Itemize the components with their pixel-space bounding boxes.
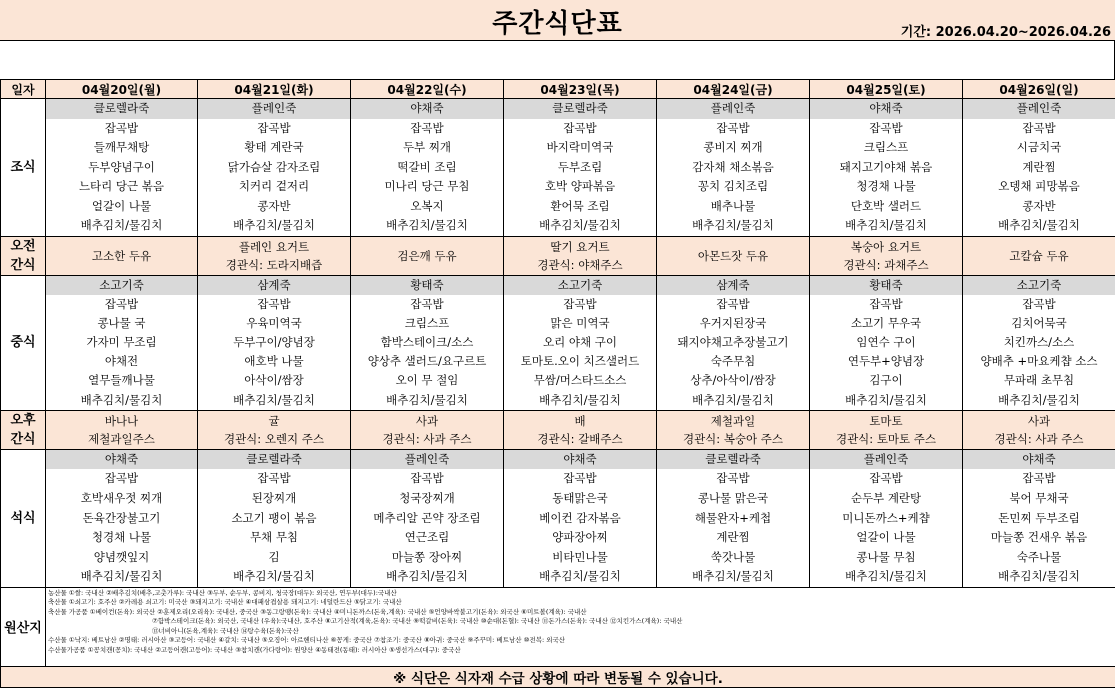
menu-item: 콩나물 국 [97, 315, 146, 330]
day-header: 04월24일(금) [657, 80, 810, 99]
menu-item: 베이컨 감자볶음 [539, 510, 621, 525]
snack-label-line: 오후 [10, 412, 36, 428]
porridge-item: 클로렐라죽 [198, 450, 350, 470]
snack-item: 경관식: 오렌지 주스 [223, 431, 325, 446]
snack-item: 경관식: 도라지배즙 [225, 257, 323, 272]
period-label: 기간: 2026.04.20~2026.04.26 [900, 25, 1111, 40]
snack-item: 사과 [1027, 413, 1051, 428]
breakfast-cell [46, 99, 198, 237]
dinner-cell [963, 449, 1115, 587]
origin-line: 농산물 ①쌀: 국내산 ②배추김치(배추,고춧가루): 국내산 ③두부, 순두부, 콩비지, 청국장(대두): 외국산, 연두부(대두):국내산 [48, 588, 397, 597]
porridge-item: 플레인죽 [657, 99, 809, 119]
menu-item: 배추김치/물김치 [386, 392, 468, 407]
snack-item: 경관식: 사과 주스 [382, 431, 472, 446]
dinner-cell [810, 449, 963, 587]
menu-item: 순두부 계란탕 [850, 491, 922, 505]
menu-item: 쑥갓나물 [710, 549, 756, 564]
menu-item: 배추김치/물김치 [233, 392, 315, 407]
menu-item: 배추김치/물김치 [692, 569, 774, 584]
menu-item: 두부구이/양념장 [233, 335, 315, 350]
day-header: 04월21일(화) [198, 80, 351, 99]
menu-item: 콩자반 [1022, 198, 1056, 213]
snack-item: 아몬드잣 두유 [697, 248, 769, 263]
menu-item: 잡곡밥 [104, 296, 139, 311]
menu-item: 닭가슴살 감자조림 [227, 159, 321, 174]
snack-item: 검은깨 두유 [397, 248, 457, 263]
snack-item: 사과 [415, 413, 439, 428]
menu-item: 바지락미역국 [546, 140, 614, 154]
pm_snack-cell [198, 410, 351, 449]
menu-item: 꽁치 김치조림 [697, 179, 769, 193]
menu-item: 단호박 샐러드 [850, 198, 922, 213]
menu-item: 배추김치/물김치 [233, 569, 315, 584]
menu-item: 야채전 [104, 354, 139, 369]
breakfast-cell [810, 99, 963, 237]
am_snack-label [1, 236, 46, 275]
menu-item: 동태맑은국 [552, 491, 608, 505]
day-header: 04월23일(목) [504, 80, 657, 99]
origin-line: 축산물 ①쇠고기: 호주산 ②카레용 쇠고기: 미국산 ③돼지고기: 국내산 ④대패삼겹살용 돼지고기: 네덜란드산 ⑤닭고기: 국내산 [48, 598, 402, 607]
menu-item: 열무들깨나물 [88, 373, 155, 388]
am_snack-cell [657, 236, 810, 275]
snack-item: 귤 [268, 413, 280, 428]
date-header-label: 일자 [1, 80, 46, 99]
snack-label-line: 간식 [10, 431, 36, 447]
porridge-item: 플레인죽 [963, 99, 1115, 119]
porridge-item: 소고기죽 [504, 276, 656, 295]
menu-item: 잡곡밥 [869, 471, 903, 486]
page-title: 주간식단표 [492, 9, 623, 39]
menu-item: 우육미역국 [246, 315, 302, 330]
blank-row [0, 41, 1115, 80]
menu-item: 연두부+양념장 [847, 354, 925, 369]
menu-item: 숙주나물 [1016, 549, 1062, 564]
menu-item: 마늘쫑 장아찌 [391, 549, 463, 564]
notice-row [1, 666, 1115, 687]
day-header: 04월25일(토) [810, 80, 963, 99]
menu-item: 소고기 무우국 [850, 315, 922, 330]
origin-line: ⑦함박스테이크(돈육): 외국산, 국내산 (우육):국내산, 호주산 ⑧고기산적(계육,돈육): 국내산 ⑨떡갈비(돈육): 국내산 ⑩순대(돈혈): 국내산 ⑪돈가스(돈육): 국내산 ⑫치킨가스(계육): 국내산 [152, 617, 683, 626]
menu-item: 황태 계란국 [244, 140, 304, 154]
menu-item: 미니돈까스+케챱 [842, 510, 930, 525]
menu-item: 배추김치/물김치 [539, 569, 621, 584]
porridge-item: 플레인죽 [810, 450, 962, 470]
snack-item: 바나나 [104, 413, 139, 428]
menu-item: 감자채 채소볶음 [692, 159, 774, 174]
breakfast-cell [657, 99, 810, 237]
menu-item: 잡곡밥 [410, 120, 444, 135]
snack-item: 고칼슘 두유 [1009, 248, 1069, 263]
menu-item: 돼지고기야채 볶음 [839, 159, 933, 174]
lunch-cell [963, 275, 1115, 410]
menu-item: 잡곡밥 [1022, 471, 1056, 486]
menu-item: 두부양념구이 [88, 159, 155, 174]
porridge-item: 클로렐라죽 [657, 450, 809, 470]
menu-item: 잡곡밥 [869, 120, 903, 135]
menu-item: 잡곡밥 [563, 296, 597, 311]
menu-item: 잡곡밥 [563, 120, 597, 135]
snack-item: 딸기 요거트 [550, 239, 610, 254]
menu-item: 계란찜 [1022, 159, 1056, 174]
porridge-item: 소고기죽 [46, 276, 197, 295]
menu-item: 무쌈/머스타드소스 [533, 373, 627, 388]
porridge-item: 야채죽 [504, 450, 656, 470]
menu-item: 콩자반 [257, 198, 291, 213]
breakfast-row [1, 99, 1115, 237]
menu-item: 배추김치/물김치 [998, 569, 1080, 584]
origin-info [46, 587, 1115, 666]
am_snack-cell [963, 236, 1115, 275]
menu-item: 잡곡밥 [716, 120, 750, 135]
menu-item: 콩나물 무침 [856, 549, 916, 564]
porridge-item: 플레인죽 [351, 450, 503, 470]
menu-item: 크림스프 [863, 140, 909, 154]
pm_snack-cell [810, 410, 963, 449]
menu-item: 배추김치/물김치 [386, 569, 468, 584]
snack-label-line: 간식 [10, 257, 36, 273]
origin-line: 수산물 ①낙지: 베트남산 ②명태: 러시아산 ③고등어: 국내산 ④갈치: 국내산 ⑤오징어: 아르헨티나산 ⑥꽁게: 중국산 ⑦참조기: 중국산 ⑧아귀: 중국산 ⑨주꾸미: 베트남산 ⑩전복: 외국산 [48, 636, 566, 645]
menu-item: 잡곡밥 [716, 296, 750, 311]
menu-item: 맑은 미역국 [550, 315, 610, 330]
menu-item: 돈민찌 두부조림 [998, 510, 1080, 525]
menu-item: 배추김치/물김치 [692, 218, 774, 232]
menu-item: 배추김치/물김치 [80, 218, 163, 232]
menu-item: 치커리 겉저리 [238, 179, 310, 193]
am_snack-cell [198, 236, 351, 275]
menu-item: 잡곡밥 [410, 471, 444, 486]
header-row [1, 80, 1115, 99]
menu-item: 배추김치/물김치 [845, 569, 927, 584]
menu-item: 토마토.오이 치즈샐러드 [520, 354, 640, 369]
snack-item: 경관식: 갈배주스 [537, 431, 623, 446]
menu-item: 상추/아삭이/쌈장 [690, 373, 776, 388]
menu-item: 두부 찌개 [402, 140, 452, 154]
snack-item: 제철과일주스 [88, 431, 155, 446]
porridge-item: 삼계죽 [657, 276, 809, 295]
snack-item: 토마토 [869, 413, 903, 428]
menu-item: 미나리 당근 무침 [384, 179, 470, 193]
pm_snack-cell [504, 410, 657, 449]
menu-item: 배추김치/물김치 [80, 392, 163, 407]
menu-item: 느타리 당근 볶음 [78, 179, 165, 193]
menu-item: 우거지된장국 [699, 315, 767, 330]
menu-item: 배추나물 [710, 198, 756, 213]
menu-item: 배추김치/물김치 [845, 218, 927, 232]
menu-item: 돼지야채고추장불고기 [677, 335, 789, 350]
menu-item: 무파래 초무침 [1003, 373, 1075, 388]
menu-item: 배추김치/물김치 [539, 218, 621, 232]
menu-item: 배추김치/물김치 [386, 218, 468, 232]
menu-item: 메추리알 곤약 장조림 [373, 510, 481, 525]
dinner-cell [46, 449, 198, 587]
menu-item: 마늘쫑 건새우 볶음 [990, 530, 1088, 545]
day-header: 04월20일(월) [46, 80, 198, 99]
pm_snack-cell [657, 410, 810, 449]
lunch-label: 중식 [1, 275, 46, 410]
breakfast-cell [351, 99, 504, 237]
menu-item: 양상추 샐러드/요구르트 [367, 354, 487, 369]
lunch-cell [504, 275, 657, 410]
menu-item: 잡곡밥 [104, 471, 139, 486]
snack-item: 경관식: 과채주스 [843, 257, 929, 272]
am_snack-cell [46, 236, 198, 275]
snack-item: 배 [574, 413, 586, 428]
lunch-cell [810, 275, 963, 410]
lunch-cell [198, 275, 351, 410]
day-header: 04월26일(일) [963, 80, 1115, 99]
menu-item: 숙주무침 [710, 354, 756, 369]
snack-item: 경관식: 복숭아 주스 [682, 431, 784, 446]
menu-item: 시금치국 [1016, 140, 1062, 154]
menu-item: 잡곡밥 [716, 471, 750, 486]
menu-item: 계란찜 [716, 530, 750, 545]
dinner-cell [504, 449, 657, 587]
am_snack-cell [810, 236, 963, 275]
menu-item: 애호박 나물 [244, 354, 304, 369]
porridge-item: 클로렐라죽 [504, 99, 656, 119]
menu-item: 임연수 구이 [856, 335, 916, 350]
menu-item: 양배추 +마요케챱 소스 [980, 354, 1098, 369]
porridge-item: 야채죽 [810, 99, 962, 119]
menu-item: 배추김치/물김치 [692, 392, 774, 407]
porridge-item: 삼계죽 [198, 276, 350, 295]
menu-item: 치킨까스/소스 [1003, 335, 1075, 350]
menu-item: 돈육간장불고기 [82, 510, 161, 525]
menu-item: 콩비지 찌개 [703, 140, 763, 154]
menu-item: 잡곡밥 [410, 296, 444, 311]
menu-item: 배추김치/물김치 [80, 569, 163, 584]
breakfast-cell [198, 99, 351, 237]
menu-item: 청경채 나물 [91, 530, 152, 545]
menu-item: 비타민나물 [552, 549, 608, 564]
dinner-label: 석식 [1, 449, 46, 587]
menu-item: 배추김치/물김치 [998, 392, 1080, 407]
menu-item: 환어묵 조림 [550, 198, 610, 213]
menu-item: 잡곡밥 [1022, 120, 1056, 135]
menu-item: 오복지 [410, 198, 444, 213]
origin-label: 원산지 [1, 587, 46, 666]
am_snack-cell [504, 236, 657, 275]
origin-line: 수산물가공품 ①꽁치캔(꽁치): 국내산 ②고등어캔(고등어): 국내산 ③참치캔(가다랑어): 원양산 ④동태전(동태): 러시아산 ⑤생선가스(대구): 중국산 [48, 645, 461, 654]
weekly-menu-table [0, 79, 1115, 688]
menu-item: 연근조림 [404, 530, 450, 545]
menu-item: 김치어묵국 [1011, 315, 1067, 330]
menu-item: 크림스프 [404, 315, 450, 330]
am_snack-cell [351, 236, 504, 275]
porridge-item: 황태죽 [810, 276, 962, 295]
pm_snack-row [1, 410, 1115, 449]
menu-item: 잡곡밥 [104, 120, 139, 135]
breakfast-label: 조식 [1, 99, 46, 237]
pm_snack-cell [351, 410, 504, 449]
menu-item: 김 [268, 549, 280, 564]
menu-item: 얼갈이 나물 [91, 198, 152, 213]
menu-item: 얼갈이 나물 [856, 530, 916, 545]
dinner-cell [351, 449, 504, 587]
snack-item: 제철과일 [710, 413, 756, 428]
menu-item: 가자미 무조림 [86, 335, 157, 350]
porridge-item: 야채죽 [963, 450, 1115, 470]
porridge-item: 야채죽 [351, 99, 503, 119]
lunch-cell [46, 275, 198, 410]
menu-item: 북어 무채국 [1009, 491, 1069, 505]
porridge-item: 플레인죽 [198, 99, 350, 119]
origin-line: ⑬너비아니(돈육,계육): 국내산 ⑭탕수육(돈육):국산 [152, 626, 299, 635]
menu-item: 배추김치/물김치 [845, 392, 927, 407]
menu-item: 무채 무침 [249, 530, 299, 545]
pm_snack-cell [46, 410, 198, 449]
menu-item: 김구이 [869, 373, 903, 388]
menu-item: 오리 야채 구이 [543, 335, 617, 350]
snack-item: 경관식: 야채주스 [537, 257, 623, 272]
menu-item: 들깨무채탕 [93, 140, 150, 154]
snack-item: 경관식: 토마토 주스 [835, 431, 937, 446]
menu-item: 배추김치/물김치 [539, 392, 621, 407]
snack-item: 플레인 요거트 [238, 239, 310, 254]
menu-item: 된장찌개 [251, 491, 297, 505]
breakfast-cell [504, 99, 657, 237]
menu-item: 오이 무 절임 [395, 373, 459, 388]
snack-item: 경관식: 사과 주스 [994, 431, 1084, 446]
dinner-row [1, 449, 1115, 587]
am_snack-row [1, 236, 1115, 275]
snack-item: 고소한 두유 [91, 248, 152, 263]
menu-item: 청국장찌개 [399, 491, 455, 505]
menu-item: 잡곡밥 [257, 120, 291, 135]
menu-item: 두부조림 [557, 159, 603, 174]
lunch-cell [351, 275, 504, 410]
menu-item: 잡곡밥 [257, 296, 291, 311]
porridge-item: 소고기죽 [963, 276, 1115, 295]
lunch-cell [657, 275, 810, 410]
menu-item: 양파장아찌 [552, 530, 608, 545]
porridge-item: 클로렐라죽 [46, 99, 197, 119]
menu-item: 떡갈비 조림 [397, 159, 457, 174]
menu-item: 잡곡밥 [869, 296, 903, 311]
porridge-item: 야채죽 [46, 450, 197, 470]
menu-item: 청경채 나물 [856, 179, 916, 193]
origin-line: 축산물 가공품 ①베이컨(돈육): 외국산 ②훈제오리(오리육): 국내산, 중국산 ③동그랑땡(돈육): 국내산 ④미니돈까스(돈육,계육): 국내산 ⑤언양바싹불고기(돈육): 외국산 ⑥미트볼(계육): 국내산 [48, 607, 587, 616]
menu-item: 호박새우젓 찌개 [80, 491, 163, 505]
menu-item: 함박스테이크/소스 [380, 335, 474, 350]
menu-item: 배추김치/물김치 [233, 218, 315, 232]
menu-item: 소고기 팽이 볶음 [231, 510, 317, 525]
pm_snack-cell [963, 410, 1115, 449]
menu-item: 양념깻잎지 [93, 549, 150, 564]
menu-item: 배추김치/물김치 [998, 218, 1080, 232]
menu-item: 호박 양파볶음 [544, 179, 616, 193]
menu-item: 오뎅채 피망볶음 [998, 179, 1080, 193]
pm_snack-label [1, 410, 46, 449]
dinner-cell [657, 449, 810, 587]
breakfast-cell [963, 99, 1115, 237]
origin-row [1, 587, 1115, 666]
menu-item: 잡곡밥 [257, 471, 291, 486]
day-header: 04월22일(수) [351, 80, 504, 99]
menu-item: 잡곡밥 [1022, 296, 1056, 311]
menu-item: 잡곡밥 [563, 471, 597, 486]
title-bar [0, 0, 1115, 41]
porridge-item: 황태죽 [351, 276, 503, 295]
dinner-cell [198, 449, 351, 587]
menu-item: 콩나물 맑은국 [697, 491, 769, 505]
snack-item: 복숭아 요거트 [850, 239, 922, 254]
snack-label-line: 오전 [10, 238, 36, 254]
menu-item: 해물완자+케첩 [694, 510, 772, 525]
notice-text: ※ 식단은 식자재 수급 상황에 따라 변동될 수 있습니다. [1, 666, 1115, 687]
lunch-row [1, 275, 1115, 410]
menu-item: 아삭이/쌈장 [244, 373, 304, 388]
